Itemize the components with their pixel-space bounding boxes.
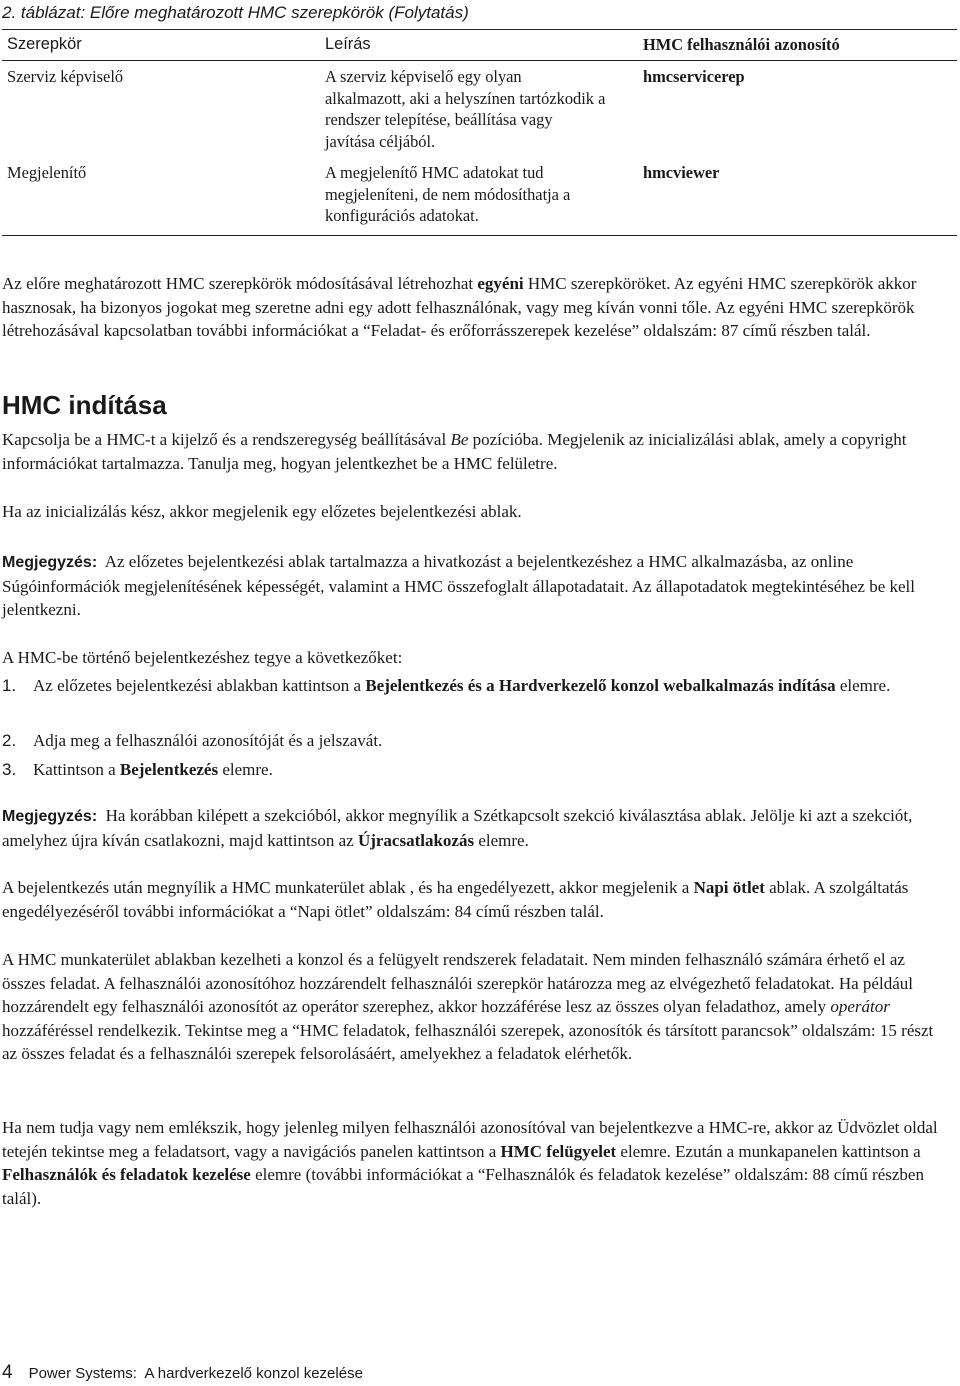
after-login-paragraph: A bejelentkezés után megnyílik a HMC munkaterület ablak , és ha engedélyezett, akkor megjelenik a Napi ötlet ablak. A szolgáltatás engedélyezéséről további információkat a “Napi ötlet” oldalszám: 84 című részben talál.	[2, 878, 909, 921]
note-label: Megjegyzés:	[2, 808, 98, 825]
step-number: 1.	[2, 676, 17, 695]
step-text: Adja meg a felhasználói azonosítóját és a jelszavát.	[33, 731, 383, 750]
workspace-paragraph: A HMC munkaterület ablakban kezelheti a konzol és a felügyelt rendszerek feladatait. Nem minden felhasználó számára érhető el az összes feladat. A felhasználói azonosítóhoz hozzárendelt felhasználói szerepkör határozza meg az elvégezhető feladatokat. Ha például hozzárendelt egy felhasználói azonosítót az operátor szerephez, akkor hozzáférése lesz az összes olyan feladathoz, amely operátor hozzáféréssel rendelkezik. Tekintse meg a “HMC feladatok, felhasználói szerepek, azonosítók és társított parancsok” oldalszám: 15 részt az összes feladat és a felhasználói szerepek felsorolásáért, amelyekhez a feladatok elérhetők.	[2, 950, 934, 1063]
table-caption: 2. táblázat: Előre meghatározott HMC szerepkörök (Folytatás)	[2, 3, 469, 22]
table-header-row	[2, 30, 957, 61]
header-role: Szerepkör	[2, 30, 320, 61]
footer-title: Power Systems: A hardverkezelő konzol kezelése	[28, 1365, 363, 1382]
table-row	[2, 61, 957, 158]
description-line: megjeleníteni, de nem módosíthatja a	[325, 184, 571, 204]
forgot-id-paragraph: Ha nem tudja vagy nem emlékszik, hogy jelenleg milyen felhasználói azonosítóval van bejelentkezve a HMC-re, akkor az Üdvözlet oldal tetején tekintse meg a feladatsort, vagy a navigációs panelen kattintson a HMC felügyelet elemre. Ezután a munkapanelen kattintson a Felhasználók és feladatok kezelése elemre (további információkat a “Felhasználók és feladatok kezelése” oldalszám: 88 című részben talál).	[2, 1118, 938, 1208]
header-description: Leírás	[320, 30, 638, 61]
roles-table	[2, 29, 957, 236]
user-id-cell: hmcservicerep	[643, 67, 745, 86]
description-line: alkalmazott, aki a helyszínen tartózkodik a	[325, 88, 606, 108]
note-paragraph: Megjegyzés: Az előzetes bejelentkezési ablak tartalmazza a hivatkozást a bejelentkezéshez a HMC alkalmazásba, az online Súgóinformációk megjelenítésének képességét, valamint a HMC összefoglalt állapotadatait. Az állapotadatok megtekintéséhez be kell jelentkezni.	[2, 552, 920, 619]
custom-roles-paragraph: Az előre meghatározott HMC szerepkörök módosításával létrehozhat egyéni HMC szerepköröket. Az egyéni HMC szerepkörök akkor hasznosak, ha bizonyos jogokat meg szeretne adni egy adott felhasználónak, vagy meg kíván vonni tőle. Az egyéni HMC szerepkörök létrehozásával kapcsolatban további információkat a “Feladat- és erőforrásszerepek kezelése” oldalszám: 87 című részben talál.	[2, 274, 917, 340]
header-user-id: HMC felhasználói azonosító	[638, 30, 957, 61]
table-row	[2, 157, 957, 236]
description-line: A megjelenítő HMC adatokat tud	[325, 163, 544, 182]
role-cell: Megjelenítő	[2, 157, 320, 236]
step-text: Az előzetes bejelentkezési ablakban kattintson a Bejelentkezés és a Hardverkezelő konzol webalkalmazás indítása elemre.	[33, 676, 891, 695]
note-paragraph: Megjegyzés: Ha korábban kilépett a szekcióból, akkor megnyílik a Szétkapcsolt szekció kiválasztása ablak. Jelölje ki azt a szekciót, amelyhez újra kíván csatlakozni, majd kattintson az Újracsatlakozás elemre.	[2, 806, 917, 850]
description-cell	[320, 61, 638, 158]
step-number: 3.	[2, 760, 17, 779]
description-line: konfigurációs adatokat.	[325, 206, 479, 225]
description-line: A szerviz képviselő egy olyan	[325, 67, 522, 86]
init-paragraph: Ha az inicializálás kész, akkor megjelenik egy előzetes bejelentkezési ablak.	[2, 502, 522, 521]
note-label: Megjegyzés:	[2, 554, 98, 571]
step-text: Kattintson a Bejelentkezés elemre.	[33, 760, 273, 779]
description-cell	[320, 157, 638, 236]
description-line: rendszer telepítése, beállítása vagy	[325, 110, 553, 129]
steps-intro: A HMC-be történő bejelentkezéshez tegye a következőket:	[2, 648, 403, 667]
description-line: javítása céljából.	[325, 131, 436, 151]
page-number: 4	[2, 1362, 13, 1383]
start-paragraph: Kapcsolja be a HMC-t a kijelző és a rendszeregység beállításával Be pozícióba. Megjelenik az inicializálási ablak, amely a copyright információkat tartalmazza. Tanulja meg, hogyan jelentkezhet be a HMC felületre.	[2, 430, 907, 473]
page-footer	[2, 1362, 363, 1384]
role-cell: Szerviz képviselő	[7, 67, 124, 86]
user-id-cell: hmcviewer	[638, 157, 957, 236]
section-heading: HMC indítása	[2, 390, 167, 420]
step-number: 2.	[2, 731, 17, 750]
